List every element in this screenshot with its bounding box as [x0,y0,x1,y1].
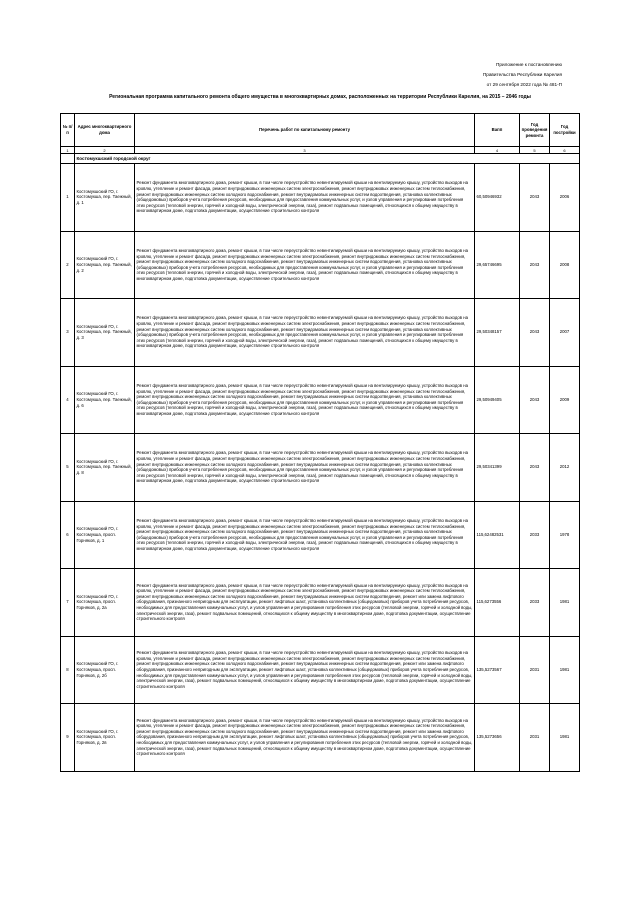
table-row [61,501,580,569]
table-header-row [61,114,580,147]
row-works: Ремонт фундамента многоквартирного дома, ремонт крыши, в том числе переустройство невентилируемой крыши на вентилируемую крышу, устройство выходов на кровлю, утепление и ремонт фасада, ремонт внутридомовых инженерных систем электроснабжения, ремонт внутридомовых инженерных систем теплоснабжения, ремонт внутридомовых инженерных систем холодного водоснабжения, ремонт внутридомовых инженерных систем водоотведения, установка коллективных (общедомовых) приборов учета потребления ресурсов, необходимых для предоставления коммунальных услуг, и узлов управления и регулирования потребления этих ресурсов (тепловой энергии, горячей и холодной воды, электрической энергии, газа), ремонт подвальных помещений, относящихся к общему имуществу в многоквартирном доме, подготовка документации, осуществление строительного контроля [135,231,475,299]
row-works: Ремонт фундамента многоквартирного дома, ремонт крыши, в том числе переустройство невентилируемой крыши на вентилируемую крышу, устройство выходов на кровлю, утепление и ремонт фасада, ремонт внутридомовых инженерных систем электроснабжения, ремонт внутридомовых инженерных систем теплоснабжения, ремонт внутридомовых инженерных систем холодного водоснабжения, ремонт внутридомовых инженерных систем водоотведения, установка коллективных (общедомовых) приборов учета потребления ресурсов, необходимых для предоставления коммунальных услуг, и узлов управления и регулирования потребления этих ресурсов (тепловой энергии, горячей и холодной воды, электрической энергии, газа), ремонт подвальных помещений, относящихся к общему имуществу в многоквартирном доме, подготовка документации, осуществление строительного контроля [135,501,475,569]
row-year-built: 1978 [550,501,580,569]
row-year-built: 2007 [550,299,580,367]
resolution-note-line2: Правительства Республики Карелия [482,72,562,77]
row-address: Костомукшский ГО, г. Костомукша, просп. Горняков, д. 2в [75,704,135,772]
row-works: Ремонт фундамента многоквартирного дома, ремонт крыши, в том числе переустройство невентилируемой крыши на вентилируемую крышу, устройство выходов на кровлю, утепление и ремонт фасада, ремонт внутридомовых инженерных систем электроснабжения, ремонт внутридомовых инженерных систем теплоснабжения, ремонт внутридомовых инженерных систем холодного водоснабжения, ремонт внутридомовых инженерных систем водоотведения, установка коллективных (общедомовых) приборов учета потребления ресурсов, необходимых для предоставления коммунальных услуг, и узлов управления и регулирования потребления этих ресурсов (тепловой энергии, горячей и холодной воды, электрической энергии, газа), ремонт подвальных помещений, относящихся к общему имуществу в многоквартирном доме, подготовка документации, осуществление строительного контроля [135,299,475,367]
repair-program-table [60,113,580,772]
row-volume: 60,50946932 [475,164,520,232]
column-number: 3 [135,147,475,154]
row-year-built: 2008 [550,231,580,299]
row-year-repair: 2043 [520,434,550,502]
row-works: Ремонт фундамента многоквартирного дома, ремонт крыши, в том числе переустройство невентилируемой крыши на вентилируемую крышу, устройство выходов на кровлю, утепление и ремонт фасада, ремонт внутридомовых инженерных систем электроснабжения, ремонт внутридомовых инженерных систем теплоснабжения, ремонт внутридомовых инженерных систем холодного водоснабжения, ремонт внутридомовых инженерных систем водоотведения, установка коллективных (общедомовых) приборов учета потребления ресурсов, необходимых для предоставления коммунальных услуг, и узлов управления и регулирования потребления этих ресурсов (тепловой энергии, горячей и холодной воды, электрической энергии, газа), ремонт подвальных помещений, относящихся к общему имуществу в многоквартирном доме, подготовка документации, осуществление строительного контроля [135,366,475,434]
table-row [61,231,580,299]
header-num: № п/п [61,114,75,147]
row-year-built: 2006 [550,164,580,232]
column-number: 5 [520,147,550,154]
row-year-repair: 2033 [520,569,550,637]
column-number: 2 [75,147,135,154]
table-row [61,636,580,704]
table-row [61,299,580,367]
row-address: Костомукшский ГО, г. Костомукша, пер. Таежный, д. 1 [75,164,135,232]
header-year-repair: Год проведения ремонта [520,114,550,147]
column-number-row [61,147,580,154]
row-number: 6 [61,501,75,569]
row-volume: 115,6273556 [475,569,520,637]
row-year-built: 1981 [550,569,580,637]
row-number: 3 [61,299,75,367]
row-year-repair: 2031 [520,636,550,704]
district-row [61,154,580,164]
row-number: 5 [61,434,75,502]
row-year-repair: 2031 [520,704,550,772]
row-year-built: 1981 [550,636,580,704]
row-address: Костомукшский ГО, г. Костомукша, просп. Горняков, д. 2б [75,636,135,704]
row-works: Ремонт фундамента многоквартирного дома, ремонт крыши, в том числе переустройство невентилируемой крыши на вентилируемую крышу, устройство выходов на кровлю, утепление и ремонт фасада, ремонт внутридомовых инженерных систем электроснабжения, ремонт внутридомовых инженерных систем теплоснабжения, ремонт внутридомовых инженерных систем холодного водоснабжения, ремонт внутридомовых инженерных систем водоотведения, ремонт или замена лифтового оборудования, признанного непригодным для эксплуатации, ремонт лифтовых шахт, установка коллективных (общедомовых) приборов учета потребления ресурсов, необходимых для предоставления коммунальных услуг, и узлов управления и регулирования потребления этих ресурсов (тепловой энергии, горячей и холодной воды, электрической энергии, газа), ремонт подвальных помещений, относящихся к общему имуществу в многоквартирном доме, подготовка документации, осуществление строительного контроля [135,636,475,704]
resolution-note [483,60,562,90]
row-works: Ремонт фундамента многоквартирного дома, ремонт крыши, в том числе переустройство невентилируемой крыши на вентилируемую крышу, устройство выходов на кровлю, утепление и ремонт фасада, ремонт внутридомовых инженерных систем электроснабжения, ремонт внутридомовых инженерных систем теплоснабжения, ремонт внутридомовых инженерных систем холодного водоснабжения, ремонт внутридомовых инженерных систем водоотведения, ремонт или замена лифтового оборудования, признанного непригодным для эксплуатации, ремонт лифтовых шахт, установка коллективных (общедомовых) приборов учета потребления ресурсов, необходимых для предоставления коммунальных услуг, и узлов управления и регулирования потребления этих ресурсов (тепловой энергии, горячей и холодной воды, электрической энергии, газа), ремонт подвальных помещений, относящихся к общему имуществу в многоквартирном доме, подготовка документации, осуществление строительного контроля [135,569,475,637]
header-year-built: Год постройки [550,114,580,147]
row-volume: 29,50949405 [475,366,520,434]
resolution-note-line3: от 29 сентября 2022 года № 481-П [486,82,562,87]
row-address: Костомукшский ГО, г. Костомукша, пер. Таежный, д. 2 [75,231,135,299]
table-body [61,147,580,772]
row-year-repair: 2043 [520,366,550,434]
row-number: 1 [61,164,75,232]
header-address: Адрес многоквартирного дома [75,114,135,147]
row-number: 4 [61,366,75,434]
row-address: Костомукшский ГО, г. Костомукша, пер. Таежный, д. 3 [75,299,135,367]
row-number: 2 [61,231,75,299]
row-year-repair: 2043 [520,164,550,232]
table-row [61,366,580,434]
document-title: Региональная программа капитального ремонта общего имущества в многоквартирных домах, расположенных на территории Республики Карелия, на 2015 – 2046 годы [109,94,531,100]
table-row [61,434,580,502]
resolution-note-line1: Приложение к постановлению [496,62,562,67]
row-volume: 135,5273656 [475,704,520,772]
row-number: 9 [61,704,75,772]
district-row-spacer [61,154,75,164]
row-number: 7 [61,569,75,637]
row-year-repair: 2033 [520,501,550,569]
row-year-built: 2009 [550,366,580,434]
row-number: 8 [61,636,75,704]
row-volume: 29,50348157 [475,299,520,367]
row-volume: 29,65746695 [475,231,520,299]
row-year-repair: 2043 [520,231,550,299]
row-address: Костомукшский ГО, г. Костомукша, просп. Горняков, д. 1 [75,501,135,569]
row-works: Ремонт фундамента многоквартирного дома, ремонт крыши, в том числе переустройство невентилируемой крыши на вентилируемую крышу, устройство выходов на кровлю, утепление и ремонт фасада, ремонт внутридомовых инженерных систем электроснабжения, ремонт внутридомовых инженерных систем теплоснабжения, ремонт внутридомовых инженерных систем холодного водоснабжения, ремонт внутридомовых инженерных систем водоотведения, ремонт или замена лифтового оборудования, признанного непригодным для эксплуатации, ремонт лифтовых шахт, установка коллективных (общедомовых) приборов учета потребления ресурсов, необходимых для предоставления коммунальных услуг, и узлов управления и регулирования потребления этих ресурсов (тепловой энергии, горячей и холодной воды, электрической энергии, газа), ремонт подвальных помещений, относящихся к общему имуществу в многоквартирном доме, подготовка документации, осуществление строительного контроля [135,704,475,772]
row-year-built: 1981 [550,704,580,772]
row-volume: 135,5273567 [475,636,520,704]
row-address: Костомукшский ГО, г. Костомукша, просп. Горняков, д. 2а [75,569,135,637]
column-number: 4 [475,147,520,154]
table-row [61,164,580,232]
column-number: 6 [550,147,580,154]
row-volume: 115,62482531 [475,501,520,569]
row-volume: 29,50341399 [475,434,520,502]
header-works: Перечень работ по капитальному ремонту [135,114,475,147]
row-year-built: 2012 [550,434,580,502]
row-address: Костомукшский ГО, г. Костомукша, пер. Таежный, д. 8 [75,434,135,502]
header-volume: Вапп [475,114,520,147]
row-year-repair: 2043 [520,299,550,367]
table-row [61,569,580,637]
district-name: Костомукшский городской округ [75,154,580,164]
row-works: Ремонт фундамента многоквартирного дома, ремонт крыши, в том числе переустройство невентилируемой крыши на вентилируемую крышу, устройство выходов на кровлю, утепление и ремонт фасада, ремонт внутридомовых инженерных систем электроснабжения, ремонт внутридомовых инженерных систем теплоснабжения, ремонт внутридомовых инженерных систем холодного водоснабжения, ремонт внутридомовых инженерных систем водоотведения, установка коллективных (общедомовых) приборов учета потребления ресурсов, необходимых для предоставления коммунальных услуг, и узлов управления и регулирования потребления этих ресурсов (тепловой энергии, горячей и холодной воды, электрической энергии, газа), ремонт подвальных помещений, относящихся к общему имуществу в многоквартирном доме, подготовка документации, осуществление строительного контроля [135,164,475,232]
row-works: Ремонт фундамента многоквартирного дома, ремонт крыши, в том числе переустройство невентилируемой крыши на вентилируемую крышу, устройство выходов на кровлю, утепление и ремонт фасада, ремонт внутридомовых инженерных систем электроснабжения, ремонт внутридомовых инженерных систем теплоснабжения, ремонт внутридомовых инженерных систем холодного водоснабжения, ремонт внутридомовых инженерных систем водоотведения, установка коллективных (общедомовых) приборов учета потребления ресурсов, необходимых для предоставления коммунальных услуг, и узлов управления и регулирования потребления этих ресурсов (тепловой энергии, горячей и холодной воды, электрической энергии, газа), ремонт подвальных помещений, относящихся к общему имуществу в многоквартирном доме, подготовка документации, осуществление строительного контроля [135,434,475,502]
table-row [61,704,580,772]
column-number: 1 [61,147,75,154]
row-address: Костомукшский ГО, г. Костомукша, пер. Таежный, д. 6 [75,366,135,434]
